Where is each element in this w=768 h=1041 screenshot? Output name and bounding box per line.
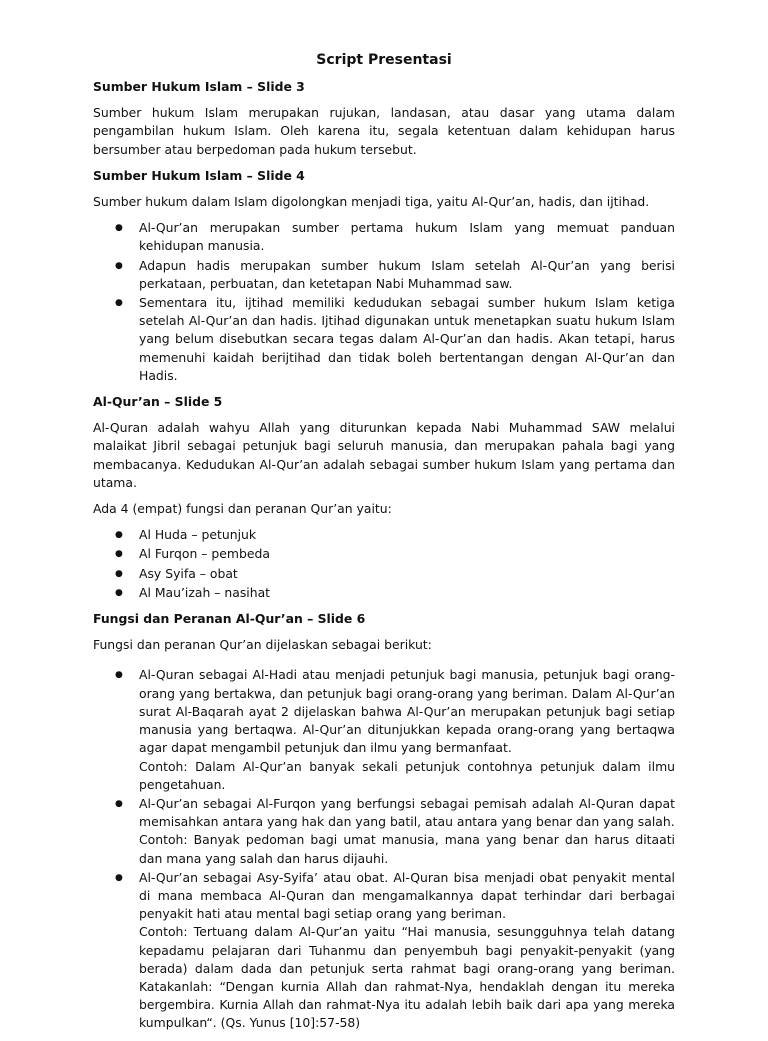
list-item	[93, 795, 675, 868]
paragraph-fungsi-intro: Ada 4 (empat) fungsi dan peranan Qur’an yaitu:	[93, 501, 392, 517]
section-heading-slide-4: Sumber Hukum Islam – Slide 4	[93, 167, 305, 183]
paragraph-fungsi-peranan-intro: Fungsi dan peranan Qur’an dijelaskan sebagai berikut:	[93, 637, 432, 653]
bullet-icon: ●	[115, 568, 123, 579]
list-item-text: Al-Quran sebagai Al-Hadi atau menjadi petunjuk bagi manusia, petunjuk bagi orang-orang yang bertakwa, dan petunjuk bagi orang-orang yang beriman. Dalam Al-Qur’an surat Al-Baqarah ayat 2 dijelaskan bahwa Al-Qur’an merupakan petunjuk bagi setiap manusia yang bertaqwa. Al-Qur’an ditunjukkan kepada orang-orang yang bertaqwa agar dapat mengambil petunjuk dan ilmu yang bermanfaat.	[139, 667, 675, 756]
list-item	[93, 294, 675, 385]
bullet-icon: ●	[115, 549, 123, 560]
paragraph-sumber-hukum: Sumber hukum Islam merupakan rujukan, landasan, atau dasar yang utama dalam pengambilan hukum Islam. Oleh karena itu, segala ketentuan dalam kehidupan harus bersumber atau berpedoman pada hukum tersebut.	[93, 105, 675, 157]
list-item	[93, 584, 675, 602]
list-item	[93, 565, 675, 583]
list-item-example: Contoh: Tertuang dalam Al-Qur’an yaitu “Hai manusia, sesungguhnya telah datang kepadamu pelajaran dari Tuhanmu dan penyembuh bagi penyakit-penyakit (yang berada) dalam dada dan petunjuk serta rahmat bagi orang-orang yang beriman. Katakanlah: “Dengan kurnia Allah dan rahmat-Nya, hendaklah dengan itu mereka bergembira. Kurnia Allah dan rahmat-Nya itu adalah lebih baik dari apa yang mereka kumpulkan“. (Qs. Yunus [10]:57-58)	[139, 924, 675, 1031]
fungsi-list	[93, 526, 675, 602]
bullet-icon: ●	[115, 670, 123, 681]
section-heading-slide-3: Sumber Hukum Islam – Slide 3	[93, 79, 305, 94]
list-item	[93, 257, 675, 293]
list-item	[93, 666, 675, 793]
bullet-icon: ●	[115, 530, 123, 541]
paragraph-al-quran: Al-Quran adalah wahyu Allah yang diturunkan kepada Nabi Muhammad SAW melalui malaikat Jibril sebagai petunjuk bagi seluruh manusia, dan merupakan pahala bagi yang membacanya. Kedudukan Al-Qur’an adalah sebagai sumber hukum Islam yang pertama dan utama.	[93, 420, 675, 490]
section-heading-slide-5: Al-Qur’an – Slide 5	[93, 394, 223, 410]
list-item-text: Al Huda – petunjuk	[139, 527, 257, 543]
list-item-text: Al Furqon – pembeda	[139, 546, 270, 562]
list-item-text: Sementara itu, ijtihad memiliki kedudukan sebagai sumber hukum Islam ketiga setelah Al-Qur’an dan hadis. Ijtihad digunakan untuk menetapkan suatu hukum Islam yang belum disebutkan secara tegas dalam Al-Qur’an dan hadis. Akan tetapi, harus memenuhi kaidah berijtihad dan tidak boleh bertentangan dengan Al-Qur’an dan Hadis.	[139, 295, 675, 383]
sumber-hukum-list	[93, 219, 675, 385]
paragraph-golongan-sumber: Sumber hukum dalam Islam digolongkan menjadi tiga, yaitu Al-Qur’an, hadis, dan ijtihad.	[93, 194, 650, 210]
list-item-text: Al-Qur’an sebagai Asy-Syifa’ atau obat. Al-Quran bisa menjadi obat penyakit mental di mana membaca Al-Quran dan mengamalkannya dapat terhindar dari berbagai penyakit hati atau mental bagi setiap orang yang beriman.	[139, 869, 675, 922]
bullet-icon: ●	[115, 872, 123, 883]
list-item-text: Al-Qur’an merupakan sumber pertama hukum Islam yang memuat panduan kehidupan manusia.	[139, 220, 675, 254]
document-title: Script Presentasi	[316, 52, 452, 68]
list-item	[93, 219, 675, 255]
bullet-icon: ●	[115, 260, 123, 271]
bullet-icon: ●	[115, 587, 123, 598]
fungsi-peranan-list	[93, 666, 675, 1032]
list-item	[93, 869, 675, 1033]
section-heading-slide-6: Fungsi dan Peranan Al-Qur’an – Slide 6	[93, 611, 366, 627]
list-item	[93, 526, 675, 544]
list-item	[93, 545, 675, 563]
list-item-text: Asy Syifa – obat	[139, 565, 238, 581]
bullet-icon: ●	[115, 223, 123, 234]
list-item-text: Adapun hadis merupakan sumber hukum Islam setelah Al-Qur’an yang berisi perkataan, perbuatan, dan ketetapan Nabi Muhammad saw.	[139, 257, 675, 291]
list-item-example: Contoh: Dalam Al-Qur’an banyak sekali petunjuk contohnya petunjuk dalam ilmu pengetahuan.	[139, 758, 675, 792]
bullet-icon: ●	[115, 798, 123, 809]
list-item-example: Contoh: Banyak pedoman bagi umat manusia, mana yang benar dan harus ditaati dan mana yang salah dan harus dijauhi.	[139, 832, 675, 866]
list-item-text: Al Mau’izah – nasihat	[139, 584, 271, 600]
list-item-text: Al-Qur’an sebagai Al-Furqon yang berfungsi sebagai pemisah adalah Al-Quran dapat memisahkan antara yang hak dan yang batil, atau antara yang benar dan yang salah.	[139, 795, 675, 830]
bullet-icon: ●	[115, 298, 123, 309]
document-page	[93, 50, 675, 1041]
